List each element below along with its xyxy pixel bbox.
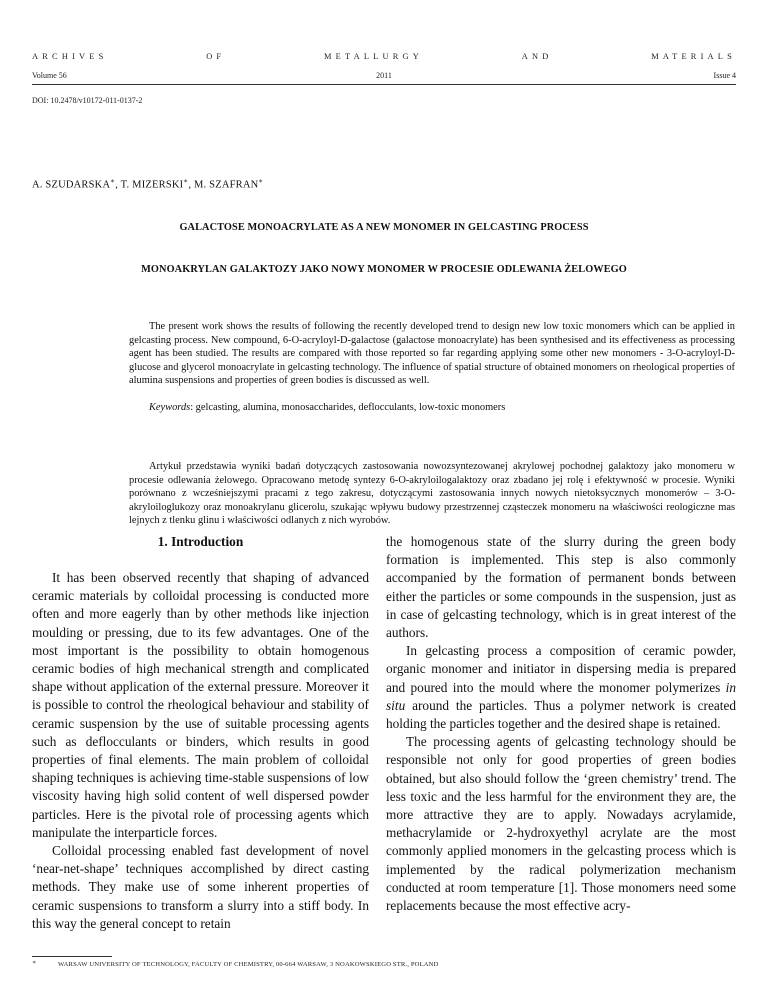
volume-label: Volume 56: [32, 71, 67, 80]
keywords-label: Keywords: [149, 402, 191, 413]
paragraph: Colloidal processing enabled fast development of novel ‘near-net-shape’ techniques accomplished by direct casting methods. They make use of some inherent properties of ceramic suspensions to transform a slurry into a stiff body. In this way the general concept to retain: [32, 843, 369, 931]
journal-masthead: [32, 52, 736, 66]
issue-label: Issue 4: [713, 71, 736, 80]
left-column: [32, 533, 369, 933]
keywords: [149, 402, 505, 413]
affiliation-mark: ∗: [183, 177, 189, 185]
author-name: , M. SZAFRAN: [188, 179, 259, 191]
doi[interactable]: DOI: 10.2478/v10172-011-0137-2: [32, 96, 143, 105]
footnote-text: WARSAW UNIVERSITY OF TECHNOLOGY, FACULTY OF CHEMISTRY, 00-664 WARSAW, 3 NOAKOWSKIEGO STR., POLAND: [58, 961, 439, 968]
masthead-word: METALLURGY: [324, 52, 424, 61]
author-name: A. SZUDARSKA: [32, 179, 111, 191]
right-column: [386, 533, 736, 915]
title-polish: MONOAKRYLAN GALAKTOZY JAKO NOWY MONOMER W PROCESIE ODLEWANIA ŻELOWEGO: [141, 264, 627, 275]
affiliation-mark: ∗: [258, 177, 264, 185]
keywords-list: : gelcasting, alumina, monosaccharides, deflocculants, low-toxic monomers: [190, 402, 506, 413]
masthead-word: ARCHIVES: [32, 52, 108, 61]
paragraph-text: around the particles. Thus a polymer network is created holding the particles together and the desired shape is retained.: [386, 697, 736, 732]
section-heading: 1. Introduction: [157, 534, 244, 549]
paragraph: the homogenous state of the slurry during the green body formation is implemented. This step is also commonly accompanied by the formation of permanent bonds between either the particles or some compounds in the suspension, just as in case of gelcasting technology, which is in great interest of the authors.: [386, 534, 736, 641]
masthead-word: AND: [521, 52, 553, 61]
footnote-rule: [32, 956, 112, 957]
abstract-text: The present work shows the results of following the recently developed trend to design new low toxic monomers which can be applied in gelcasting process. New compound, 6-O-acryloyl-D-galactose (galactose monoacrylate) has been synthesised and its effectiveness as processing agent has been studied. The results are compared with those reported so far regarding applying some other new monomers - 3-O-acryloyl-D-glucose and glycerol monoacrylate in gelcasting technology. The influence of spatial structure of obtained monomers on rheological properties of alumina suspensions and properties of green bodies is discussed as well.: [129, 321, 735, 387]
paragraph: The processing agents of gelcasting technology should be responsible not only for good properties of green bodies obtained, but also should follow the ‘green chemistry’ trend. The less toxic and the less harmful for the environment they are, the more attractive they are to apply. Nowadays acrylamide, methacrylamide or 2-hydroxyethyl acrylate are the most commonly applied monomers in the gelcasting process which is implemented by the radical polymerization mechanism conducted at room temperature [1]. Those monomers need some replacements because the most effective acry-: [386, 734, 736, 914]
volume-row: [32, 71, 736, 83]
paragraph: It has been observed recently that shaping of advanced ceramic materials by colloidal processing is conducted more often and more eagerly than by other methods like injection moulding or pressing, due to its few advantages. One of the most important is the possibility to obtain homogenous ceramic bodies of high mechanical strength and complicated shape without application of the external pressure. Moreover it is possible to control the rheological behaviour and stability of ceramic suspension by the use of suitable processing agents such as deflocculants or binders, which results in good properties of final elements. The main problem of colloidal shaping techniques is achieving time-stable suspensions of low viscosity having high solid content of well dispersed powder particles. Here is the pivotal role of processing agents which manipulate the interparticle forces.: [32, 570, 369, 840]
emphasis: in situ: [386, 679, 736, 713]
paragraph-text: In gelcasting process a composition of ceramic powder, organic monomer and initiator in dispersing media is prepared and poured into the mould where the monomer polymerizes: [386, 643, 736, 695]
footnote-mark: ∗: [32, 960, 37, 966]
header-rule: [32, 84, 736, 85]
polish-abstract-text: Artykuł przedstawia wyniki badań dotyczących zastosowania nowozsyntezowanej akrylowej pochodnej galaktozy jako monomeru w procesie odlewania żelowego. Opracowano metodę syntezy 6-O-akryloilogalaktozy oraz zbadano jej rolę i efektywność w procesie. Wyniki porównano z wcześniejszymi pracami z tego zakresu, dotyczącymi zastosowania innych nowych nietoksycznych monomerów – 3-O-akryloiloglukozy oraz monoakrylanu glicerolu, szukając wpływu budowy przestrzennej cząsteczek monomeru na właściwości reologiczne mas lejnych z tlenku glinu i właściwości odlanych z nich wyrobów.: [129, 461, 735, 527]
year-label: 2011: [376, 71, 392, 80]
title-english: GALACTOSE MONOACRYLATE AS A NEW MONOMER IN GELCASTING PROCESS: [179, 222, 589, 233]
authors: [32, 177, 263, 191]
author-name: , T. MIZERSKI: [115, 179, 184, 191]
masthead-word: OF: [206, 52, 226, 61]
paragraph: [386, 642, 736, 733]
polish-abstract: [129, 460, 735, 528]
masthead-word: MATERIALS: [651, 52, 736, 61]
abstract: [129, 320, 735, 388]
affiliation-mark: ∗: [110, 177, 116, 185]
